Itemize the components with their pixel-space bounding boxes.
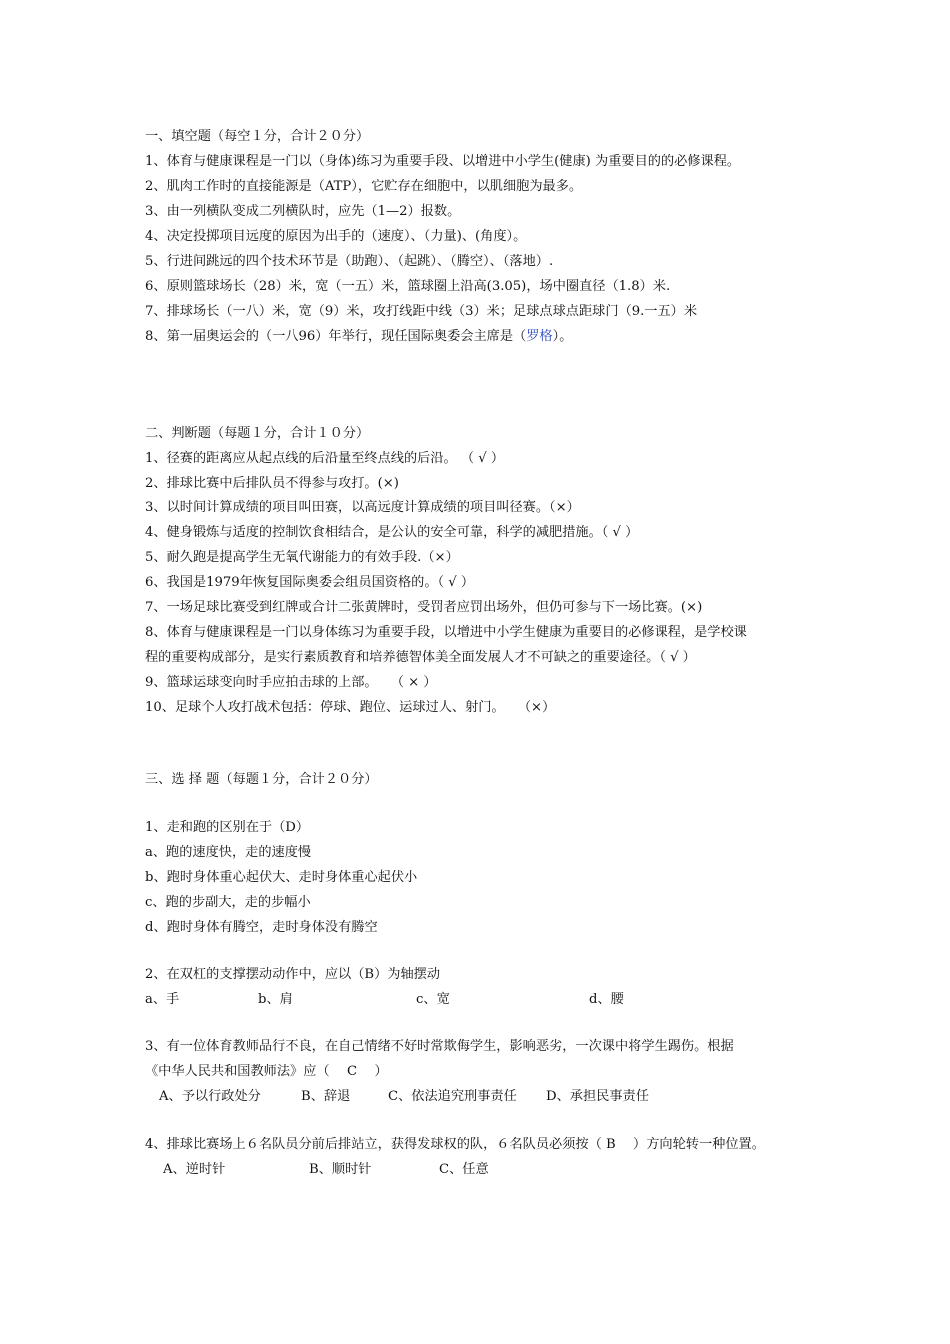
s2-item-2: 2、排球比赛中后排队员不得参与攻打。(×) (145, 476, 399, 491)
s2-item-3: 3、以时间计算成绩的项目叫田赛，以高远度计算成绩的项目叫径赛。（×） (145, 500, 580, 515)
section1-title: 一、填空题（每空１分，合计２０分） (145, 129, 370, 144)
section3-title: 三、选 择 题（每题１分，合计２０分） (145, 772, 378, 787)
q4-stem: 4、排球比赛场上６名队员分前后排站立，获得发球权的队，６名队员必须按（ B ）方向轮转一种位置。 (145, 1137, 765, 1152)
q3-stem-line2: 《中华人民共和国教师法》应（ C ） (145, 1064, 388, 1079)
s1-item-7: 7、排球场长（一八）米，宽（9）米，攻打线距中线（3）米；足球点球点距球门（9.一五）米 (145, 304, 698, 319)
s2-item-1: 1、径赛的距离应从起点线的后沿量至终点线的后沿。 （ √ ） (145, 451, 505, 466)
s1-item-3: 3、由一列横队变成二列横队时，应先（1—2）报数。 (145, 204, 461, 219)
q3-option-b: B、辞退 (301, 1089, 351, 1104)
s2-item-6: 6、我国是1979年恢复国际奥委会组员国资格的。（ √ ） (145, 575, 475, 590)
s2-item-5: 5、耐久跑是提高学生无氧代谢能力的有效手段.（×） (145, 550, 459, 565)
q2-stem: 2、在双杠的支撑摆动动作中，应以（B）为轴摆动 (145, 967, 441, 982)
q1-option-a: a、跑的速度快，走的速度慢 (145, 845, 312, 860)
q1-option-d: d、跑时身体有腾空，走时身体没有腾空 (145, 920, 378, 935)
q3-stem-line1: 3、有一位体育教师品行不良，在自己情绪不好时常欺侮学生，影响恶劣，一次课中将学生踢伤。根据 (145, 1039, 734, 1054)
s1-item-8 (145, 328, 572, 346)
q2-option-c: c、宽 (416, 992, 450, 1007)
q4-option-b: B、顺时针 (309, 1162, 372, 1177)
q3-option-a: A、予以行政处分 (159, 1089, 261, 1104)
s1-item-1: 1、体育与健康课程是一门以（身体)练习为重要手段、以增进中小学生(健康) 为重要目的的必修课程。 (145, 154, 741, 169)
q2-option-a: a、手 (145, 992, 180, 1007)
q1-stem: 1、走和跑的区别在于（D） (145, 820, 310, 835)
section2-title: 二、判断题（每题１分，合计１０分） (145, 426, 370, 441)
s1-item-4: 4、决定投掷项目远度的原因为出手的（速度）、（力量)、(角度）。 (145, 229, 527, 244)
s1-item-6: 6、原则篮球场长（28）米，宽（一五）米，篮球圈上沿高(3.05)，场中圈直径（1.8）米. (145, 279, 671, 294)
s2-item-7: 7、一场足球比赛受到红牌或合计二张黄牌时，受罚者应罚出场外，但仍可参与下一场比赛。(×) (145, 600, 703, 615)
q2-option-b: b、肩 (258, 992, 293, 1007)
q2-option-d: d、腰 (589, 992, 624, 1007)
s2-item-10: 10、足球个人攻打战术包括：停球、跑位、运球过人、射门。 （×） (145, 700, 556, 715)
s1-item-8-prefix: 8、第一届奥运会的（一八96）年举行，现任国际奥委会主席是（ (145, 329, 527, 344)
s2-item-8-line1: 8、体育与健康课程是一门以身体练习为重要手段，以增进中小学生健康为重要目的必修课程，是学校课 (145, 625, 747, 640)
s1-item-2: 2、肌肉工作时的直接能源是（ATP），它贮存在细胞中，以肌细胞为最多。 (145, 179, 583, 194)
s1-item-5: 5、行进间跳远的四个技术环节是（助跑）、（起跳）、（腾空）、（落地）. (145, 254, 554, 269)
q1-option-c: c、跑的步副大，走的步幅小 (145, 895, 311, 910)
q3-option-c: C、依法追究刑事责任 (388, 1089, 517, 1104)
s2-item-8-line2: 程的重要构成部分，是实行素质教育和培养德智体美全面发展人才不可缺之的重要途径。（ √ ） (145, 650, 696, 665)
q1-option-b: b、跑时身体重心起伏大、走时身体重心起伏小 (145, 870, 418, 885)
q3-option-d: D、承担民事责任 (546, 1089, 649, 1104)
s1-item-8-suffix: ）。 (552, 329, 573, 344)
s2-item-9: 9、篮球运球变向时手应拍击球的上部。 （ × ） (145, 675, 437, 690)
q4-option-a: A、逆时针 (163, 1162, 226, 1177)
ioc-president-link[interactable]: 罗格 (526, 329, 553, 344)
q4-option-c: C、任意 (439, 1162, 489, 1177)
s2-item-4: 4、健身锻炼与适度的控制饮食相结合，是公认的安全可靠，科学的减肥措施。（ √ ） (145, 525, 639, 540)
